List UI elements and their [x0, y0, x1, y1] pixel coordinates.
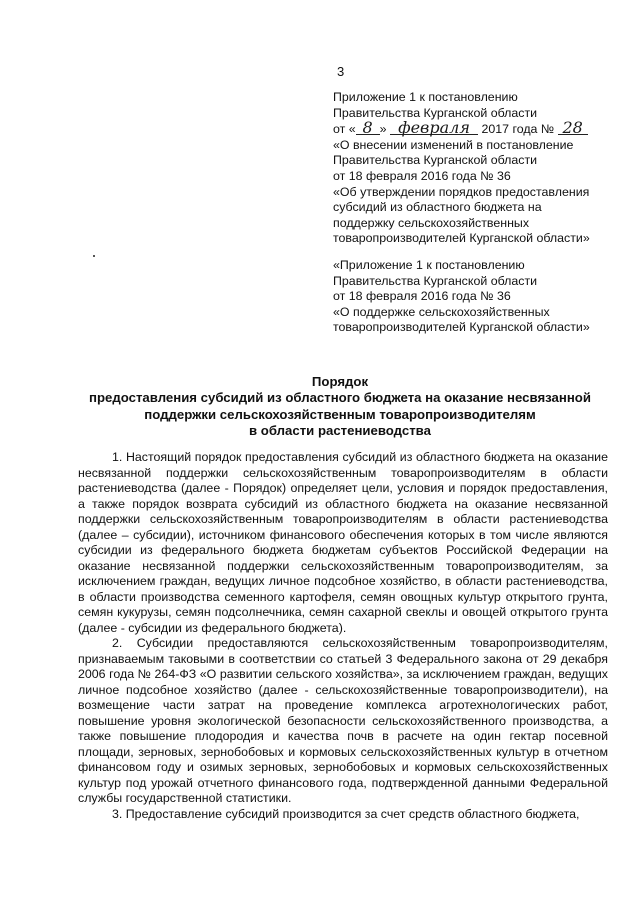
appendix1-line9: поддержку сельскохозяйственных [333, 215, 530, 230]
appendix1-line10: товаропроизводителей Курганской области» [333, 231, 590, 246]
appendix2-line1: «Приложение 1 к постановлению [333, 258, 525, 272]
date-mid: » [379, 122, 387, 137]
appendix1-date-line [333, 118, 633, 138]
title-line3: поддержки сельскохозяйственным товаропроизводителям [144, 406, 536, 422]
appendix1-line8: субсидий из областного бюджета на [333, 200, 542, 215]
appendix-header-2 [333, 258, 633, 336]
page-number: 3 [337, 64, 345, 79]
appendix1-line4: «О внесении изменений в постановление [333, 137, 574, 152]
appendix2-line4: «О поддержке сельскохозяйственных [333, 304, 550, 319]
appendix1-line7: «Об утверждении порядков предоставления [333, 184, 590, 199]
scan-speck [93, 255, 95, 257]
appendix2-line3: от 18 февраля 2016 года № 36 [333, 289, 511, 304]
document-title [70, 374, 610, 439]
title-line4: в области растениеводства [249, 422, 431, 438]
handwritten-number: 28 [558, 121, 588, 135]
paragraph-1: 1. Настоящий порядок предоставления субсидий из областного бюджета на оказание несвязанной поддержки сельскохозяйственным товаропроизводителям в области растениеводства (далее - Порядок) определяет цели, условия и порядок предоставления, а также порядок возврата субсидий из областного бюджета на оказание несвязанной поддержки сельскохозяйственным товаропроизводителям в области растениеводства (далее – субсидии), источником финансового обеспечения которых в том числе являются субсидии из федерального бюджета бюджетам субъектов Российской Федерации на оказание несвязанной поддержки сельскохозяйственным товаропроизводителям, за исключением граждан, ведущих личное подсобное хозяйство, в области растениеводства, в области производства семенного картофеля, семян овощных культур открытого грунта, семян кукурузы, семян подсолнечника, семян сахарной свеклы и овощей открытого грунта (далее - субсидии из федерального бюджета). [78, 450, 608, 635]
appendix1-line1: Приложение 1 к постановлению [333, 90, 518, 104]
paragraph-2: 2. Субсидии предоставляются сельскохозяйственным товаропроизводителям, признаваемым таковыми в соответствии со статьей 3 Федерального закона от 29 декабря 2006 года № 264-ФЗ «О развитии сельского хозяйства», за исключением граждан, ведущих личное подсобное хозяйство (далее - сельскохозяйственные товаропроизводители), на возмещение части затрат на проведение комплекса агротехнологических работ, повышение уровня экологической безопасности сельскохозяйственного производства, а также повышение плодородия и качества почв в расчете на один гектар посевной площади, зерновых, зернобобовых и кормовых сельскохозяйственных культур в отчетном финансовом году и озимых зерновых, зернобобовых и кормовых сельскохозяйственных культур под урожай отчетного финансового года, подтвержденной данными Федеральной службы государственной статистики. [78, 636, 608, 805]
title-line2: предоставления субсидий из областного бюджета на оказание несвязанной [89, 390, 591, 406]
year-text: 2017 года № [481, 122, 555, 137]
document-body [78, 450, 608, 822]
appendix1-line2: Правительства Курганской области [333, 105, 538, 120]
appendix1-line5: Правительства Курганской области [333, 153, 538, 168]
date-prefix: от « [333, 122, 356, 137]
handwritten-month: февраля [390, 121, 478, 135]
appendix1-line6: от 18 февраля 2016 года № 36 [333, 168, 511, 183]
appendix2-line2: Правительства Курганской области [333, 273, 538, 288]
appendix-header-1 [333, 90, 633, 247]
handwritten-day: 8 [356, 121, 380, 135]
appendix2-line5: товаропроизводителей Курганской области» [333, 320, 590, 335]
title-line1: Порядок [311, 374, 369, 389]
paragraph-3: 3. Предоставление субсидий производится за счет средств областного бюджета, [112, 806, 580, 821]
